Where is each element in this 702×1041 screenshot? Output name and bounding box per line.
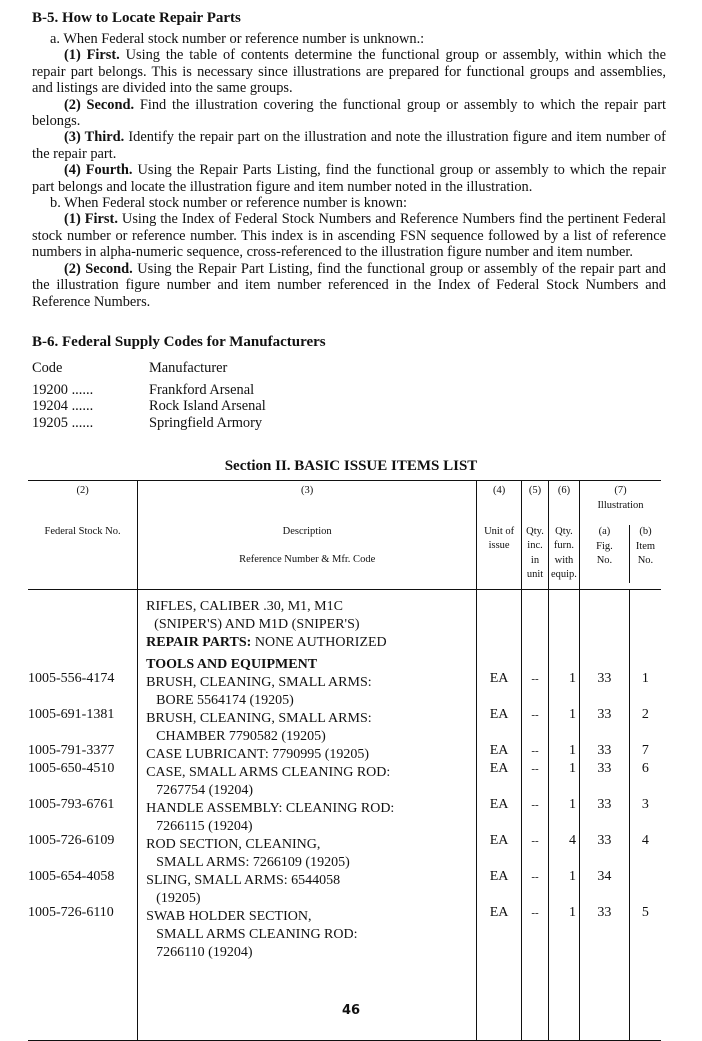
repair-parts-label: REPAIR PARTS: — [146, 635, 252, 650]
table-cell-qty-inc: -- — [531, 709, 539, 721]
table-cell-item: 7 — [641, 743, 649, 758]
table-cell-unit: EA — [489, 761, 509, 776]
col-fig-header — [580, 525, 630, 583]
b6-title: B-6. Federal Supply Codes for Manufacturers — [32, 334, 326, 350]
b5-a4-text: Using the Repair Parts Listing, find the functional group or assembly to which the repair part belongs and locate the illustration figure and item number noted in the illustration. — [32, 162, 666, 195]
table-cell-item: 2 — [641, 707, 649, 722]
col-label: No. — [637, 555, 654, 566]
desc-line: SLING, SMALL ARMS: 6544058 — [146, 873, 341, 888]
table-cell-unit: EA — [489, 743, 509, 758]
b5-a3-label: (3) Third. — [64, 129, 125, 146]
col-label: No. — [596, 555, 613, 566]
b6-code: 19200 ...... — [32, 382, 94, 398]
b5-a2 — [32, 97, 666, 130]
table-cell-qty-inc: -- — [531, 907, 539, 919]
b6-mfr: Rock Island Arsenal — [149, 398, 266, 415]
col-label: Qty. — [526, 525, 544, 537]
col-label: Illustration — [597, 499, 644, 511]
desc-line: ROD SECTION, CLEANING, — [146, 837, 321, 852]
table-cell-fsn: 1005-650-4510 — [28, 761, 115, 776]
b5-a1 — [32, 47, 666, 96]
col-illustration-header — [579, 481, 661, 590]
desc-line: SMALL ARMS: 7266109 (19205) — [156, 855, 350, 870]
table-cell-desc — [146, 836, 476, 872]
col-fsn-header — [28, 481, 138, 590]
b5-a4 — [32, 162, 666, 195]
desc-line: SMALL ARMS CLEANING ROD: — [156, 927, 358, 942]
table-cell-qty-furn: 4 — [568, 833, 576, 848]
b5-b2-text: Using the Repair Part Listing, find the functional group or assembly of the repair part and the illustration figure number and item number referenced in the Index of Federal Stock Numbers and Reference Numbers. — [32, 260, 666, 310]
qty-inc-column — [522, 590, 549, 1041]
table-cell-qty-furn: 1 — [568, 671, 576, 686]
intro-line: RIFLES, CALIBER .30, M1, M1C — [146, 599, 343, 614]
table-cell-fig: 33 — [597, 833, 612, 848]
col-label: unit — [526, 569, 544, 580]
table-cell-unit: EA — [489, 707, 509, 722]
table-cell-desc — [146, 746, 476, 764]
table-cell-fig: 34 — [597, 869, 612, 884]
unit-column — [477, 590, 522, 1041]
b5-b1-label: (1) First. — [64, 211, 118, 228]
desc-line: BRUSH, CLEANING, SMALL ARMS: — [146, 675, 372, 690]
fsn-column — [28, 590, 138, 1041]
table-cell-unit: EA — [489, 671, 509, 686]
col-label: equip. — [550, 569, 577, 580]
b6-mfr: Frankford Arsenal — [149, 382, 255, 398]
col-label: (a) — [598, 526, 611, 537]
desc-line: (19205) — [156, 891, 201, 906]
col-label: with — [554, 554, 574, 566]
col-number: (3) — [301, 485, 314, 496]
b6-code: 19205 ...... — [32, 414, 94, 431]
b5-b1 — [32, 211, 666, 260]
col-label: in — [530, 554, 540, 566]
b5-b2 — [32, 261, 666, 310]
col-sublabel: Reference Number & Mfr. Code — [239, 554, 376, 565]
table-cell-desc — [146, 800, 476, 836]
b5-a2-text: Find the illustration covering the functional group or assembly to which the repair part belongs. — [32, 96, 666, 130]
table-cell-desc — [146, 674, 476, 710]
table-cell-fig: 33 — [597, 797, 612, 812]
fig-column — [579, 590, 629, 1041]
col-item-header — [630, 525, 661, 583]
table-cell-item: 6 — [641, 761, 649, 776]
table-cell-desc — [146, 710, 476, 746]
desc-line: BORE 5564174 (19205) — [156, 693, 294, 708]
b5-a2-label: (2) Second. — [64, 96, 135, 113]
col-label: (b) — [639, 526, 652, 537]
table-cell-fig: 33 — [597, 761, 612, 776]
table-cell-fsn: 1005-654-4058 — [28, 869, 115, 884]
table-cell-unit: EA — [489, 797, 509, 812]
col-label: Federal Stock No. — [44, 525, 121, 537]
table-cell-fig: 33 — [597, 671, 612, 686]
col-label: furn. — [553, 540, 575, 551]
desc-line: HANDLE ASSEMBLY: CLEANING ROD: — [146, 801, 395, 816]
table-cell-item: 5 — [641, 905, 649, 920]
table-cell-qty-inc: -- — [531, 835, 539, 847]
table-cell-fsn: 1005-726-6110 — [28, 905, 114, 920]
table-cell-item: 1 — [641, 671, 649, 686]
col-qty-furn-header — [548, 481, 579, 590]
table-cell-qty-furn: 1 — [568, 743, 576, 758]
table-cell-fig: 33 — [597, 707, 612, 722]
table-cell-qty-furn: 1 — [568, 707, 576, 722]
b5-a: a. When Federal stock number or reference number is unknown.: — [50, 31, 425, 47]
repair-parts-text: NONE AUTHORIZED — [254, 635, 387, 650]
table-cell-fsn: 1005-791-3377 — [28, 743, 115, 758]
col-number: (6) — [557, 485, 571, 496]
table-cell-fsn: 1005-793-6761 — [28, 797, 115, 812]
table-cell-qty-inc: -- — [531, 745, 539, 757]
table-cell-item: 3 — [641, 797, 649, 812]
table-cell-item — [630, 868, 661, 904]
col-qty-inc-header — [522, 481, 549, 590]
col-number: (2) — [76, 485, 89, 496]
col-desc-header — [138, 481, 477, 590]
page-number: 46 — [341, 1003, 361, 1018]
desc-line: CASE, SMALL ARMS CLEANING ROD: — [146, 765, 391, 780]
table-cell-qty-inc: -- — [531, 673, 539, 685]
table-cell-qty-furn: 1 — [568, 797, 576, 812]
table-cell-qty-furn: 1 — [568, 761, 576, 776]
table-cell-qty-inc: -- — [531, 871, 539, 883]
col-number: (7) — [614, 485, 627, 496]
table-cell-qty-furn: 1 — [568, 905, 576, 920]
b5-b2-label: (2) Second. — [64, 260, 133, 277]
table-cell-qty-inc: -- — [531, 799, 539, 811]
table-cell-fig: 33 — [597, 743, 612, 758]
desc-line: 7266110 (19204) — [156, 945, 253, 960]
table-cell-fsn: 1005-556-4174 — [28, 671, 115, 686]
table-cell-fsn: 1005-726-6109 — [28, 833, 115, 848]
table-header — [28, 481, 661, 590]
col-label: Fig. — [596, 540, 613, 552]
col-number: (5) — [528, 485, 542, 496]
col-label: issue — [488, 540, 510, 551]
col-label: inc. — [527, 540, 543, 551]
b5-title: B-5. How to Locate Repair Parts — [32, 10, 241, 26]
desc-line: SWAB HOLDER SECTION, — [146, 909, 312, 924]
b5-a3 — [32, 129, 666, 162]
b6-code-header: Code — [32, 360, 63, 376]
table-body — [28, 590, 661, 1041]
b5-a3-text: Identify the repair part on the illustration and note the illustration figure and item number of the repair part. — [32, 129, 666, 162]
item-column — [629, 590, 661, 1041]
table-cell-fsn: 1005-691-1381 — [28, 707, 115, 722]
b6-mfr: Springfield Armory — [149, 414, 263, 431]
tools-heading: TOOLS AND EQUIPMENT — [146, 657, 318, 672]
b5-a1-label: (1) First. — [64, 47, 120, 64]
b6-code: 19204 ...... — [32, 398, 94, 415]
b6-mfr-header: Manufacturer — [149, 360, 228, 376]
qty-furn-column — [548, 590, 579, 1041]
description-column — [138, 590, 477, 1041]
desc-line: 7266115 (19204) — [156, 819, 253, 834]
b6-row — [32, 382, 266, 431]
table-cell-qty-inc: -- — [531, 763, 539, 775]
desc-line: 7267754 (19204) — [156, 783, 253, 798]
col-label: Description — [282, 525, 332, 537]
basic-issue-items-table — [28, 480, 661, 1041]
table-cell-unit: EA — [489, 833, 509, 848]
table-cell-desc — [146, 872, 476, 908]
col-label: Qty. — [555, 525, 573, 537]
col-label: Unit of — [484, 525, 515, 537]
table-cell-unit: EA — [489, 869, 509, 884]
col-label: Item — [635, 540, 656, 552]
table-cell-unit: EA — [489, 905, 509, 920]
col-number: (4) — [492, 485, 506, 496]
table-cell-qty-furn: 1 — [568, 869, 576, 884]
desc-line: CASE LUBRICANT: 7790995 (19205) — [146, 747, 370, 762]
intro-line: (SNIPER'S) AND M1D (SNIPER'S) — [154, 617, 360, 632]
b5-b1-text: Using the Index of Federal Stock Numbers and Reference Numbers find the pertinent Federal stock number or reference number. This index is in ascending FSN sequence followed by a list of reference numbers in alpha-numeric sequence, cross-referenced to the illustration figure number and item number. — [32, 211, 666, 261]
b5-text — [32, 31, 666, 310]
b5-a1-text: Using the table of contents determine the functional group or assembly, within which the repair part belongs. This is necessary since illustrations are prepared for functional groups and assemblies, and listings are divided into the same groups. — [32, 47, 666, 97]
table-cell-fig: 33 — [597, 905, 612, 920]
section-title: Section II. BASIC ISSUE ITEMS LIST — [224, 458, 478, 474]
b5-b: b. When Federal stock number or reference number is known: — [50, 195, 407, 212]
table-cell-item: 4 — [641, 833, 649, 848]
desc-line: CHAMBER 7790582 (19205) — [156, 729, 326, 744]
col-unit-header — [477, 481, 522, 590]
b5-a4-label: (4) Fourth. — [64, 162, 133, 179]
table-cell-desc — [146, 764, 476, 800]
table-cell-desc — [146, 908, 476, 962]
desc-line: BRUSH, CLEANING, SMALL ARMS: — [146, 711, 372, 726]
